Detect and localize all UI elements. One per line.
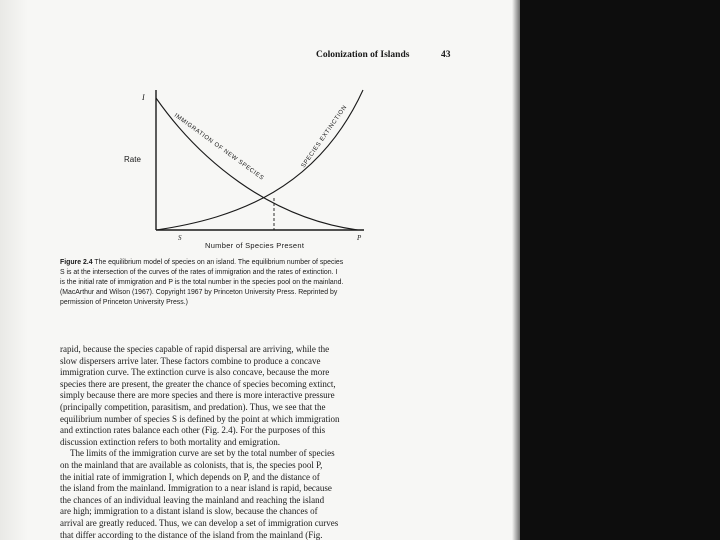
body-line: The limits of the immigration curve are set by the total number of species [60,448,460,460]
immigration-curve [156,98,358,230]
body-line: simply because there are more species and there is more interactive pressure [60,390,460,402]
x-axis-title: Number of Species Present [205,241,304,250]
extinction-curve-label: SPECIES EXTINCTION [301,104,349,169]
body-line: (principally competition, parasitism, and predation). Thus, we see that the [60,402,460,414]
y-axis-label: Rate [124,155,141,164]
body-paragraphs [60,344,460,541]
page-number: 43 [441,50,451,60]
x-tick-p: P [356,234,362,242]
y-intercept-label: I [141,93,145,102]
caption-line: S is at the intersection of the curves of the rates of immigration and the rates of extinction. I [60,268,460,278]
body-line: immigration curve. The extinction curve is also concave, because the more [60,367,460,379]
running-header-title: Colonization of Islands [316,50,409,60]
body-line: equilibrium number of species S is defined by the point at which immigration [60,414,460,426]
body-line: and extinction rates balance each other (Fig. 2.4). For the purposes of this [60,425,460,437]
body-line: the initial rate of immigration I, which depends on P, and the distance of [60,472,460,484]
extinction-curve [156,90,363,230]
body-line: the chances of an individual leaving the mainland and reaching the island [60,495,460,507]
book-binding [520,0,720,540]
body-line: the island from the mainland. Immigration to a near island is rapid, because [60,483,460,495]
caption-figure-ref: Figure 2.4 [60,259,93,266]
figure-caption [60,258,460,308]
caption-text: The equilibrium model of species on an island. The equilibrium number of species [94,259,343,266]
body-line: on the mainland that are available as colonists, that is, the species pool P, [60,460,460,472]
body-line: rapid, because the species capable of rapid dispersal are arriving, while the [60,344,460,356]
equilibrium-figure [118,88,370,256]
caption-line: permission of Princeton University Press.) [60,298,460,308]
caption-line: (MacArthur and Wilson (1967). Copyright 1967 by Princeton University Press. Reprinted by [60,288,460,298]
body-line: that differ according to the distance of the island from the mainland (Fig. [60,530,460,541]
body-line: species there are present, the greater the chance of species becoming extinct, [60,379,460,391]
immigration-curve-label: IMMIGRATION OF NEW SPECIES [173,113,265,182]
caption-line [60,258,460,268]
body-line: slow dispersers arrive later. These factors combine to produce a concave [60,356,460,368]
body-line: arrival are greatly reduced. Thus, we can develop a set of immigration curves [60,518,460,530]
x-tick-s: S [178,234,182,242]
page-left-margin [0,0,28,540]
caption-line: is the initial rate of immigration and P is the total number in the species pool on the mainland. [60,278,460,288]
body-line: are high; immigration to a distant island is slow, because the chances of [60,506,460,518]
body-line: discussion extinction refers to both mortality and emigration. [60,437,460,449]
